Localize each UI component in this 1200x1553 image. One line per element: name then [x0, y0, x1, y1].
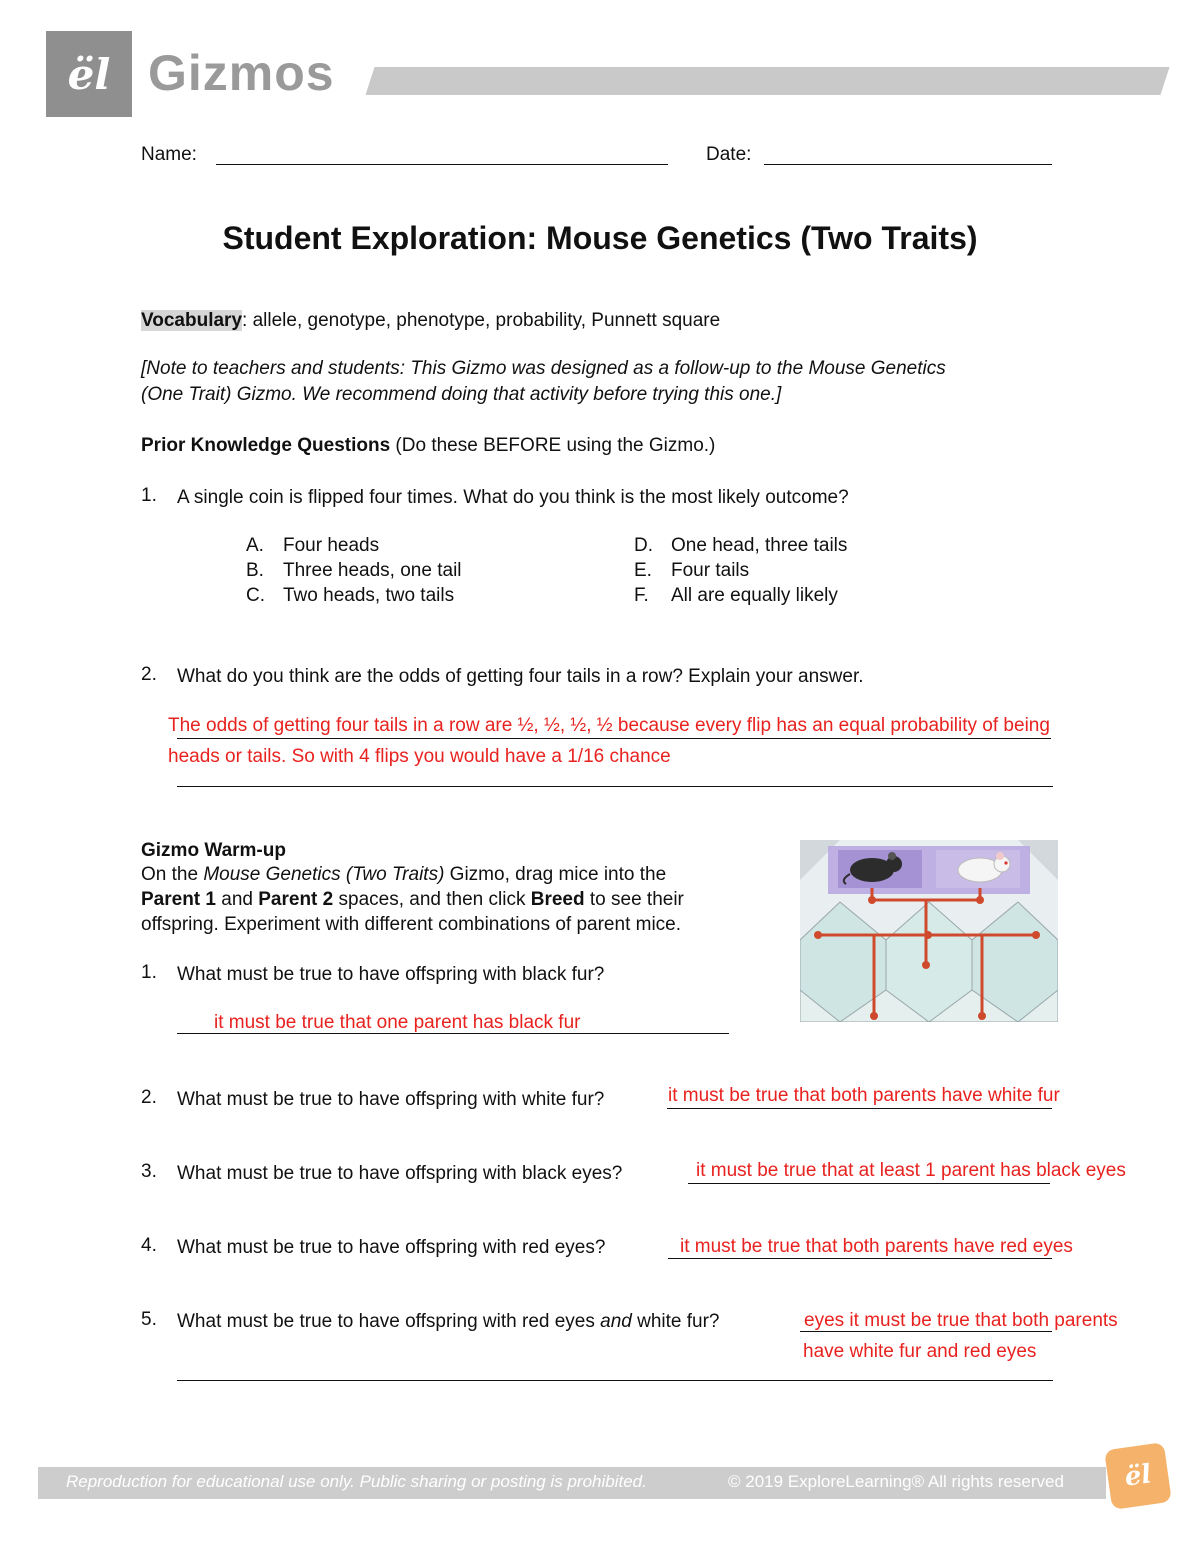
warmup-q5-text-a: What must be true to have offspring with red eyes — [177, 1311, 601, 1332]
q2-number: 2. — [141, 664, 157, 685]
choice-c-text: Two heads, two tails — [283, 585, 455, 606]
warmup-paragraph-line-3: offspring. Experiment with different combinations of parent mice. — [141, 914, 682, 935]
warmup-q2-number: 2. — [141, 1087, 157, 1108]
vocabulary-label: Vocabulary — [141, 310, 243, 331]
black-mouse-ear — [888, 852, 896, 860]
brand-name: Gizmos — [148, 45, 335, 101]
prior-knowledge-title: Prior Knowledge Questions — [141, 435, 391, 456]
warmup-paragraph-line-2 — [141, 887, 684, 912]
prior-knowledge-instruction: (Do these BEFORE using the Gizmo.) — [390, 435, 716, 456]
choice-f-text: All are equally likely — [671, 585, 838, 606]
warmup-q5-answer-1[interactable]: eyes it must be true that both parents — [804, 1310, 1118, 1331]
date-label: Date: — [706, 144, 752, 165]
choice-b-letter: B. — [246, 560, 264, 581]
logo-glyph: ël — [67, 49, 111, 99]
gizmos-logo — [46, 31, 132, 117]
footer-disclaimer: Reproduction for educational use only. Public sharing or posting is prohibited. — [66, 1472, 647, 1491]
q1-number: 1. — [141, 485, 157, 506]
choice-e-letter: E. — [634, 560, 652, 581]
warmup-q5-and: and — [600, 1311, 632, 1332]
warmup-q1-answer[interactable]: it must be true that one parent has black fur — [214, 1012, 581, 1033]
warmup-q5-text-b: white fur? — [631, 1311, 720, 1332]
warmup-q5-text — [177, 1309, 720, 1334]
note-line-1: [Note to teachers and students: This Gizmo was designed as a follow-up to the Mouse Genetics — [141, 358, 946, 379]
q2-answer-line-2 — [177, 786, 1053, 787]
vocabulary-terms: allele, genotype, phenotype, probability, Punnett square — [247, 310, 721, 331]
warmup-q4-answer-line — [668, 1258, 1052, 1259]
vocabulary-colon: : — [242, 310, 248, 331]
warmup-q5-answer-line-1 — [800, 1331, 1052, 1332]
date-field[interactable] — [764, 164, 1052, 165]
warmup-to-see: to see their — [584, 889, 684, 910]
warmup-and: and — [215, 889, 259, 910]
q2-answer-1[interactable]: The odds of getting four tails in a row are ½, ½, ½, ½ because every flip has an equal probability of being — [168, 715, 1050, 736]
prior-knowledge-heading — [141, 433, 715, 458]
choice-b-text: Three heads, one tail — [283, 560, 462, 581]
warmup-q2-answer[interactable]: it must be true that both parents have white fur — [668, 1085, 1060, 1106]
warmup-paragraph-line-1 — [141, 862, 666, 887]
warmup-q1-number: 1. — [141, 962, 157, 983]
footer-logo — [1104, 1442, 1172, 1510]
choice-e-text: Four tails — [671, 560, 750, 581]
warmup-q5-answer-line-2 — [177, 1380, 1053, 1381]
name-field[interactable] — [216, 164, 668, 165]
q2-text: What do you think are the odds of getting four tails in a row? Explain your answer. — [177, 666, 864, 687]
warmup-q4-number: 4. — [141, 1235, 157, 1256]
q2-answer-2[interactable]: heads or tails. So with 4 flips you would have a 1/16 chance — [168, 746, 671, 767]
q2-answer-line-1 — [177, 738, 1051, 739]
warmup-q3-number: 3. — [141, 1161, 157, 1182]
warmup-on-the: On the — [141, 864, 204, 885]
warmup-q4-text: What must be true to have offspring with red eyes? — [177, 1237, 606, 1258]
warmup-q4-answer[interactable]: it must be true that both parents have red eyes — [680, 1236, 1073, 1257]
warmup-gizmo-name: Mouse Genetics (Two Traits) — [203, 864, 445, 885]
warmup-q3-text: What must be true to have offspring with black eyes? — [177, 1163, 623, 1184]
choice-c-letter: C. — [246, 585, 265, 606]
warmup-parent2: Parent 2 — [258, 889, 334, 910]
choice-d-letter: D. — [634, 535, 653, 556]
warmup-q5-number: 5. — [141, 1309, 157, 1330]
footer-copyright: © 2019 ExploreLearning® All rights reserved — [728, 1472, 1064, 1491]
gizmo-breeding-illustration — [800, 840, 1058, 1022]
choice-a-text: Four heads — [283, 535, 380, 556]
choice-d-text: One head, three tails — [671, 535, 848, 556]
warmup-breed: Breed — [530, 889, 585, 910]
note-line-2: (One Trait) Gizmo. We recommend doing that activity before trying this one.] — [141, 384, 782, 405]
name-label: Name: — [141, 144, 197, 165]
warmup-q3-answer-line — [688, 1183, 1050, 1184]
warmup-q1-text: What must be true to have offspring with black fur? — [177, 964, 605, 985]
warmup-heading: Gizmo Warm-up — [141, 840, 286, 861]
q1-text: A single coin is flipped four times. What do you think is the most likely outcome? — [177, 487, 849, 508]
warmup-q5-answer-2[interactable]: have white fur and red eyes — [803, 1341, 1037, 1362]
choice-a-letter: A. — [246, 535, 264, 556]
warmup-drag: Gizmo, drag mice into the — [444, 864, 667, 885]
warmup-q2-text: What must be true to have offspring with white fur? — [177, 1089, 605, 1110]
warmup-parent1: Parent 1 — [141, 889, 216, 910]
choice-f-letter: F. — [634, 585, 649, 606]
warmup-q3-answer[interactable]: it must be true that at least 1 parent has black eyes — [696, 1160, 1126, 1181]
white-mouse-ear — [996, 852, 1004, 860]
white-mouse-eye — [1004, 861, 1007, 864]
warmup-q1-answer-line — [177, 1033, 729, 1034]
page-title: Student Exploration: Mouse Genetics (Two Traits) — [222, 220, 978, 256]
header-bar — [365, 67, 1169, 95]
footer-logo-glyph: ël — [1122, 1459, 1154, 1493]
warmup-q2-answer-line — [667, 1108, 1052, 1109]
warmup-spaces: spaces, and then click — [333, 889, 531, 910]
vocabulary — [141, 308, 720, 333]
